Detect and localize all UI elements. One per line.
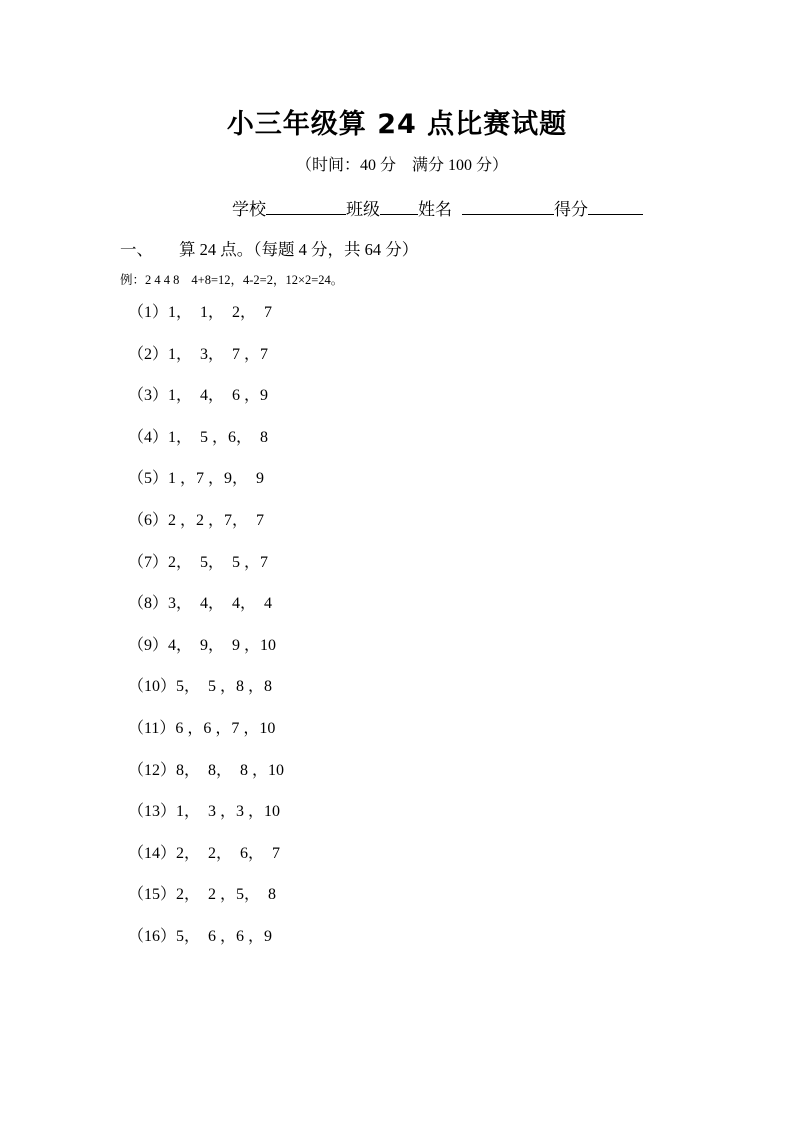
problem-item: （14）2， 2， 6， 7: [128, 844, 281, 862]
section-number: 一、: [120, 240, 153, 259]
example-numbers: 例：2 4 4 8: [120, 273, 180, 287]
problem-item: （4）1， 5 ，6， 8: [128, 428, 269, 446]
problem-item: （12）8， 8， 8 ，10: [128, 761, 285, 779]
problem-item: （10）5， 5 ，8 ，8: [128, 678, 273, 696]
name-label: 姓名: [418, 200, 452, 219]
student-info-fields: [232, 196, 643, 224]
problem-item: （3）1， 4， 6 ，9: [128, 387, 269, 405]
section-instructions: 算 24 点。（每题 4 分，共 64 分）: [179, 240, 419, 259]
problem-item: （11）6 ，6 ，7 ，10: [128, 719, 276, 737]
school-blank[interactable]: [266, 196, 346, 215]
page-title: 小三年级算 24 点比赛试题: [226, 109, 568, 140]
problem-item: （16）5， 6 ，6 ，9: [128, 927, 273, 945]
problem-list: [128, 300, 284, 966]
problem-item: （5）1 ，7 ，9， 9: [128, 470, 265, 488]
class-blank[interactable]: [380, 196, 418, 215]
problem-item: （7）2， 5， 5 ，7: [128, 553, 269, 571]
score-label: 得分: [554, 200, 588, 219]
example-solution: 4+8=12，4-2=2，12×2=24。: [191, 273, 344, 287]
problem-item: （13）1， 3 ，3 ，10: [128, 803, 281, 821]
name-blank[interactable]: [462, 196, 554, 215]
problem-item: （8）3， 4， 4， 4: [128, 595, 273, 613]
school-label: 学校: [232, 200, 266, 219]
section-heading: [120, 237, 418, 263]
problem-item: （9）4， 9， 9 ，10: [128, 636, 277, 654]
problem-item: （2）1， 3， 7 ，7: [128, 345, 269, 363]
problem-item: （1）1， 1， 2， 7: [128, 304, 273, 321]
problem-item: （15）2， 2 ，5， 8: [128, 886, 277, 904]
exam-subtitle: （时间：40 分 满分 100 分）: [295, 157, 508, 174]
problem-item: （6）2 ，2 ，7， 7: [128, 511, 265, 529]
class-label: 班级: [346, 200, 380, 219]
score-blank[interactable]: [588, 196, 643, 215]
example-line: [120, 270, 343, 290]
